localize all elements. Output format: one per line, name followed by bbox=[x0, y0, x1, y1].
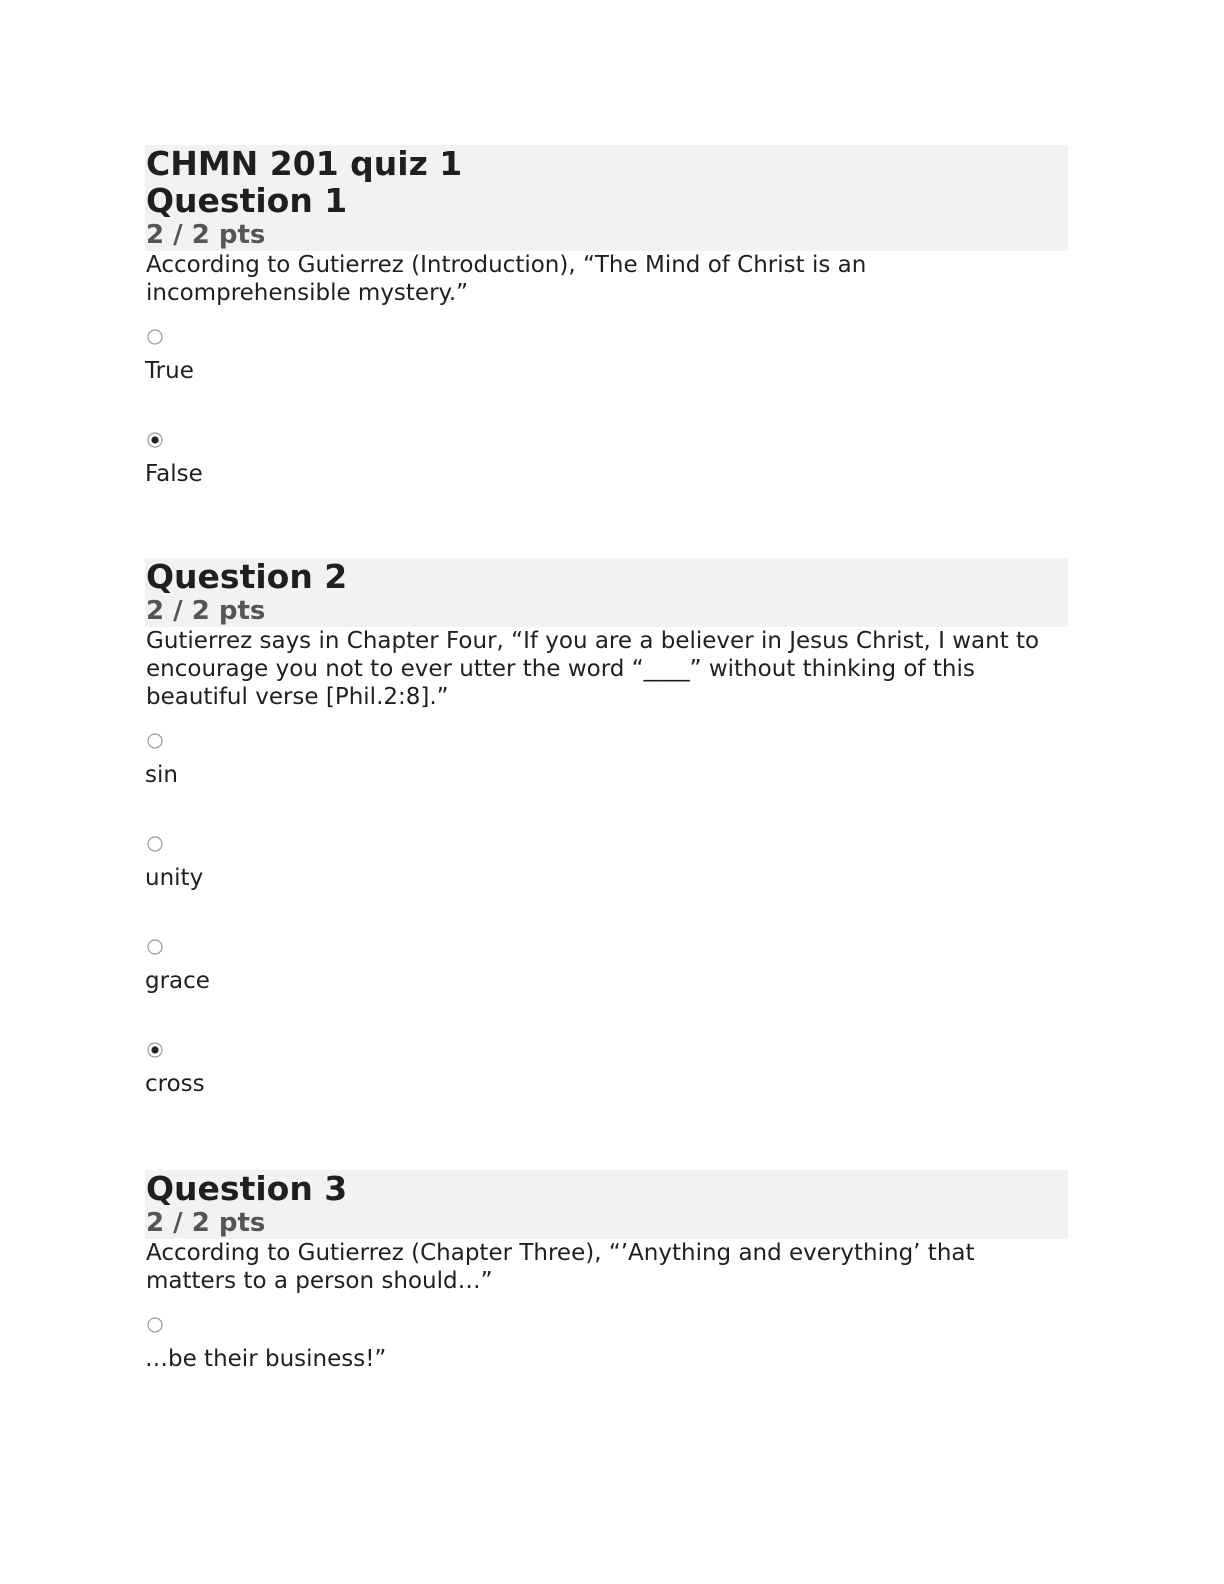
question-header bbox=[145, 1170, 1068, 1239]
radio-button-unselected[interactable] bbox=[147, 836, 163, 852]
answer-option bbox=[145, 937, 1068, 1040]
question-title: Question 2 bbox=[146, 557, 348, 596]
question-header bbox=[145, 145, 1068, 251]
question-points: 2 / 2 pts bbox=[146, 1208, 266, 1238]
answer-option-label: grace bbox=[145, 968, 210, 994]
radio-button-unselected[interactable] bbox=[147, 939, 163, 955]
answer-option-label: …be their business!” bbox=[145, 1346, 387, 1372]
question-text: Gutierrez says in Chapter Four, “If you are a believer in Jesus Christ, I want to encourage you not to ever utter the word “____” without thinking of this beautiful verse [Phil.2:8].” bbox=[146, 628, 1040, 710]
question-2 bbox=[145, 558, 1068, 1143]
answer-options bbox=[145, 1315, 1068, 1418]
answer-option bbox=[145, 731, 1068, 834]
answer-option-label: cross bbox=[145, 1071, 205, 1097]
answer-option bbox=[145, 834, 1068, 937]
answer-option bbox=[145, 430, 1068, 533]
question-points: 2 / 2 pts bbox=[146, 596, 266, 626]
quiz-title: CHMN 201 quiz 1 bbox=[146, 144, 463, 183]
question-1 bbox=[145, 145, 1068, 533]
answer-option bbox=[145, 327, 1068, 430]
question-text: According to Gutierrez (Chapter Three), “’Anything and everything’ that matters to a person should…” bbox=[146, 1240, 975, 1294]
question-3 bbox=[145, 1170, 1068, 1418]
answer-option bbox=[145, 1315, 1068, 1418]
answer-option-label: True bbox=[145, 358, 194, 384]
question-text: According to Gutierrez (Introduction), “The Mind of Christ is an incomprehensible mystery.” bbox=[146, 252, 867, 306]
question-points: 2 / 2 pts bbox=[146, 220, 266, 250]
question-header bbox=[145, 558, 1068, 627]
answer-options bbox=[145, 731, 1068, 1143]
answer-option-label: unity bbox=[145, 865, 204, 891]
radio-button-unselected[interactable] bbox=[147, 733, 163, 749]
radio-button-selected[interactable] bbox=[147, 432, 163, 448]
quiz-page bbox=[145, 144, 1068, 1372]
question-title: Question 1 bbox=[146, 181, 348, 220]
radio-button-selected[interactable] bbox=[147, 1042, 163, 1058]
question-title: Question 3 bbox=[146, 1169, 348, 1208]
radio-button-unselected[interactable] bbox=[147, 329, 163, 345]
answer-option-label: False bbox=[145, 461, 203, 487]
answer-options bbox=[145, 327, 1068, 533]
radio-button-unselected[interactable] bbox=[147, 1317, 163, 1333]
answer-option bbox=[145, 1040, 1068, 1143]
answer-option-label: sin bbox=[145, 762, 178, 788]
